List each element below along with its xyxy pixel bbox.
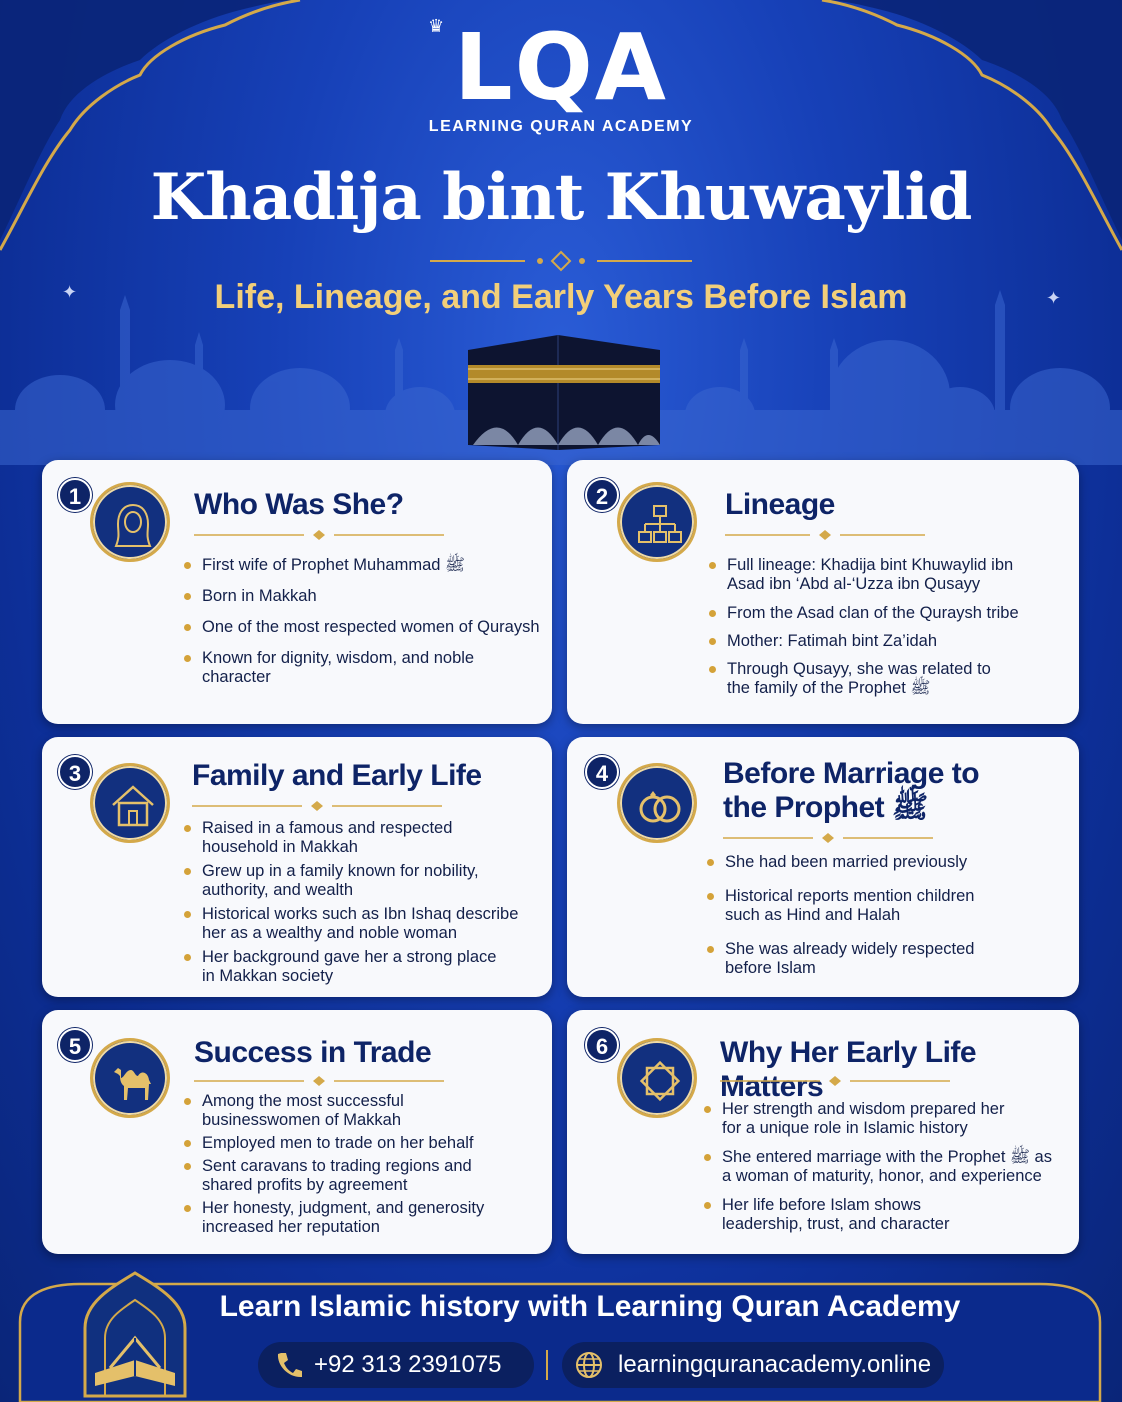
card-before-marriage: [567, 737, 1079, 997]
sparkle-icon: ✦: [1046, 288, 1062, 308]
card-who-was-she: [42, 460, 552, 724]
list-item: She entered marriage with the Prophet ﷺ as a woman of maturity, honor, and experience: [702, 1148, 1062, 1186]
card-title: Success in Trade: [194, 1036, 432, 1069]
brand-name: LEARNING QURAN ACADEMY: [428, 118, 694, 135]
brand-logo[interactable]: [0, 14, 1122, 136]
icon-badge: [617, 482, 697, 562]
page-title: Khadija bint Khuwaylid: [150, 160, 972, 235]
sparkle-icon: ✦: [62, 282, 78, 302]
section-number: 6: [585, 1028, 619, 1062]
kaaba-illustration: [468, 325, 660, 450]
wedding-rings-icon: [635, 781, 685, 831]
title-divider: [194, 528, 444, 542]
icon-badge: [617, 1038, 697, 1118]
list-item: Among the most successful businesswomen of Makkah: [182, 1092, 462, 1130]
list-item: From the Asad clan of the Quraysh tribe: [707, 604, 1037, 623]
title-divider: [194, 1074, 444, 1088]
list-item: Full lineage: Khadija bint Khuwaylid ibn Asad ibn ‘Abd al-‘Uzza ibn Qusayy: [707, 556, 1037, 594]
card-success-trade: [42, 1010, 552, 1254]
website-url: learningquranacademy.online: [618, 1351, 932, 1378]
card-title: Family and Early Life: [192, 759, 482, 792]
list-item: Her life before Islam shows leadership, trust, and character: [702, 1196, 1002, 1234]
bullet-list: [182, 819, 542, 986]
list-item: Raised in a famous and respected household in Makkah: [182, 819, 482, 857]
icon-badge: [617, 763, 697, 843]
icon-badge: [90, 763, 170, 843]
card-title: Before Marriage to the Prophet ﷺ: [723, 757, 980, 824]
icon-badge: [90, 1038, 170, 1118]
bullet-list: [182, 556, 542, 687]
section-number: 5: [58, 1028, 92, 1062]
icon-badge: [90, 482, 170, 562]
phone-icon: [274, 1350, 304, 1380]
list-item: She was already widely respected before Islam: [705, 940, 985, 978]
footer-title: Learn Islamic history with Learning Quran Academy: [219, 1290, 961, 1323]
title-divider: [192, 799, 442, 813]
title-divider: [720, 1074, 950, 1088]
crown-icon: ♛: [428, 16, 445, 36]
list-item: Her strength and wisdom prepared her for a unique role in Islamic history: [702, 1100, 1012, 1138]
list-item: Historical reports mention children such as Hind and Halah: [705, 887, 995, 925]
title-divider: [725, 528, 925, 542]
list-item: Mother: Fatimah bint Za’idah: [707, 632, 1037, 651]
list-item: Her background gave her a strong place in Makkan society: [182, 948, 512, 986]
bullet-list: [702, 1100, 1062, 1234]
list-item: First wife of Prophet Muhammad ﷺ: [182, 556, 542, 575]
website-link[interactable]: [562, 1342, 944, 1388]
section-number: 1: [58, 478, 92, 512]
bullet-list: [182, 1092, 522, 1237]
bullet-list: [705, 853, 1045, 978]
list-item: Sent caravans to trading regions and shared profits by agreement: [182, 1157, 482, 1195]
card-why-matters: [567, 1010, 1079, 1254]
list-item: Grew up in a family known for nobility, authority, and wealth: [182, 862, 492, 900]
list-item: One of the most respected women of Quraysh: [182, 618, 542, 637]
section-number: 2: [585, 478, 619, 512]
contact-separator: [546, 1350, 548, 1380]
woman-hijab-icon: [108, 500, 158, 550]
phone-contact[interactable]: [258, 1342, 534, 1388]
phone-number: +92 313 2391075: [314, 1351, 502, 1378]
list-item: Through Qusayy, she was related to the family of the Prophet ﷺ: [707, 660, 997, 698]
ornament-divider: [430, 250, 692, 272]
list-item: Her honesty, judgment, and generosity increased her reputation: [182, 1199, 502, 1237]
section-number: 3: [58, 755, 92, 789]
camel-icon: [108, 1056, 158, 1106]
list-item: Employed men to trade on her behalf: [182, 1134, 522, 1153]
house-icon: [108, 781, 158, 831]
eight-point-star-icon: [635, 1056, 685, 1106]
page-subtitle: Life, Lineage, and Early Years Before Islam: [214, 278, 908, 316]
list-item: Born in Makkah: [182, 587, 542, 606]
list-item: Historical works such as Ibn Ishaq describe her as a wealthy and noble woman: [182, 905, 542, 943]
card-title: Why Her Early Life Matters: [720, 1036, 977, 1103]
card-family-early-life: [42, 737, 552, 997]
logo-letters: LQA: [453, 14, 669, 121]
family-tree-icon: [635, 500, 685, 550]
card-lineage: [567, 460, 1079, 724]
list-item: She had been married previously: [705, 853, 1045, 872]
title-divider: [723, 831, 933, 845]
bullet-list: [707, 556, 1037, 698]
list-item: Known for dignity, wisdom, and noble character: [182, 649, 482, 687]
quran-mihrab-icon: [70, 1268, 200, 1398]
card-title: Who Was She?: [194, 488, 404, 521]
globe-icon: [574, 1350, 604, 1380]
section-number: 4: [585, 755, 619, 789]
card-title: Lineage: [725, 488, 835, 521]
